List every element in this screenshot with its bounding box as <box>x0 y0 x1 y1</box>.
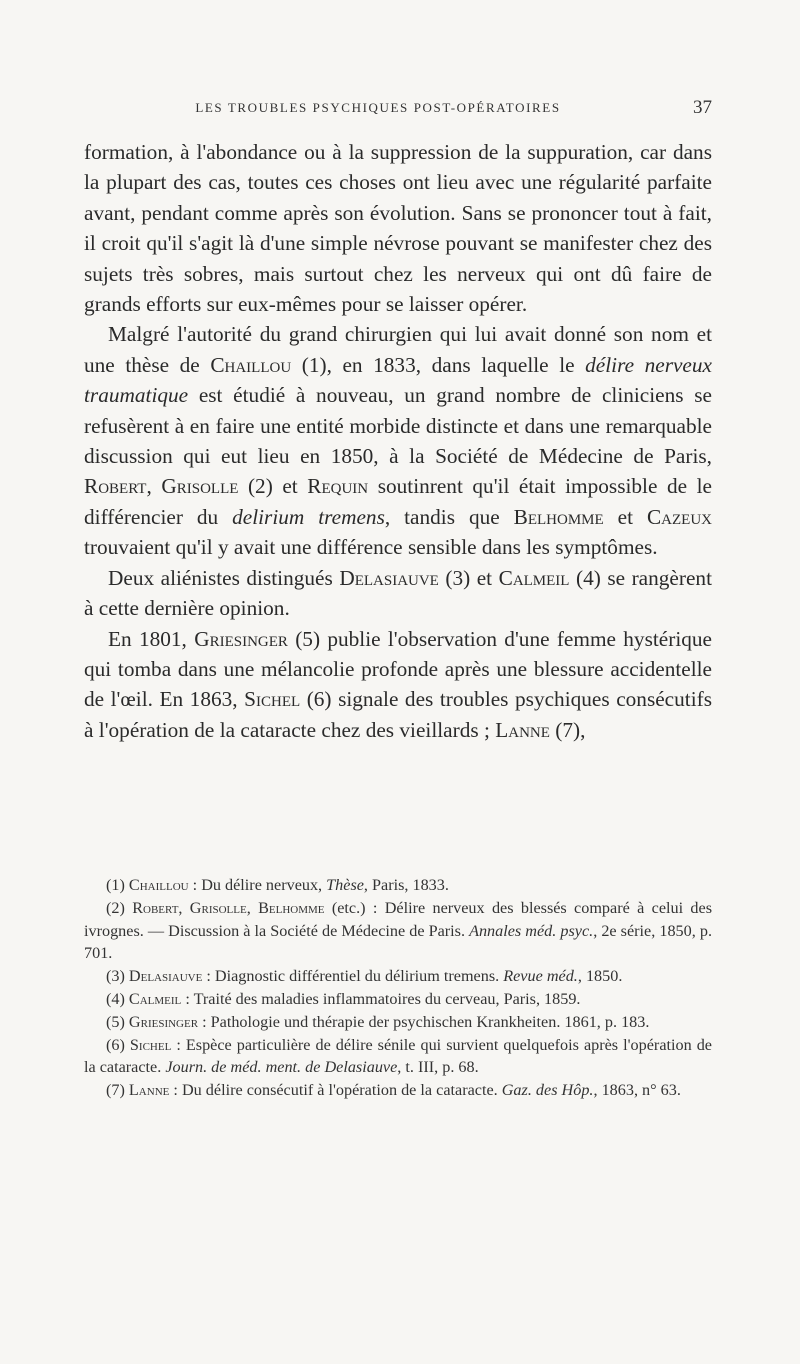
text-run: (3) et <box>438 565 499 590</box>
text-run: Deux aliénistes distingués <box>108 565 340 590</box>
text-run: (4) se rangèrent à cette dernière opinion. <box>84 565 712 621</box>
author-name: Robert <box>84 474 147 499</box>
paragraph-1: formation, à l'abondance ou à la suppression de la suppuration, car dans la plupart des cas, toutes ces choses ont lieu avec une régularité parfaite avant, pendant comme après son évolution. Sans se prononcer tout à fait, il croit qu'il s'agit là d'une simple névrose pouvant se manifester chez des sujets très sobres, mais surtout chez les nerveux qui ont dû faire de grands efforts sur eux-mêmes pour se laisser opérer. <box>84 140 712 317</box>
footnote-author: Calmeil <box>128 989 182 1008</box>
text-run: : Diagnostic différentiel du délirium tremens. <box>202 967 504 986</box>
paragraph-3 <box>84 563 712 624</box>
footnote-5 <box>84 1011 712 1034</box>
footnotes <box>84 874 712 1102</box>
footnote-number: (7) <box>106 1081 129 1100</box>
text-run: , 2e série, 1850, p. 701. <box>84 921 712 963</box>
text-run: et <box>603 504 647 529</box>
footnote-author: Griesinger <box>128 1012 199 1031</box>
author-name: Cazeux <box>646 504 712 529</box>
text-run: , tandis que <box>384 504 514 529</box>
emphasis: delirium tremens <box>232 504 385 529</box>
author-name: Grisolle <box>161 474 239 499</box>
running-title: LES TROUBLES PSYCHIQUES POST-OPÉRATOIRES <box>195 100 561 115</box>
main-text <box>84 137 712 745</box>
footnote-1 <box>84 874 712 897</box>
emphasis: délire nerveux traumatique <box>84 352 712 408</box>
text-run: (6) signale des troubles psychiques consécutifs à l'opération de la cataracte chez des vieillards ; <box>84 687 712 742</box>
footnote-number: (5) <box>106 1012 129 1031</box>
text-run: (7), <box>549 717 586 742</box>
footnote-author: Robert, Grisolle, Belhomme <box>132 898 325 917</box>
footnote-number: (2) <box>106 898 133 917</box>
author-name: Calmeil <box>498 565 570 590</box>
text-run: (etc.) : Délire nerveux des blessés comparé à celui des ivrognes. — Discussion à la Société de Médecine de Paris. <box>84 898 713 940</box>
author-name: Griesinger <box>194 626 288 651</box>
footnote-number: (1) <box>106 876 129 894</box>
footnote-title: Revue méd. <box>503 967 578 986</box>
text-run: , 1863, n° 63. <box>593 1081 681 1100</box>
text-run: : Du délire nerveux, <box>188 876 327 894</box>
text-run: Malgré l'autorité du grand chirurgien qui lui avait donné son nom et une thèse de <box>84 322 712 377</box>
text-run: : Du délire consécutif à l'opération de la cataracte. <box>169 1081 502 1100</box>
text-run: : Pathologie und thérapie der psychischen Krankheiten. 1861, p. 183. <box>198 1012 650 1031</box>
text-run: En 1801, <box>108 626 195 651</box>
footnote-4 <box>84 988 712 1011</box>
text-run: , t. III, p. 68. <box>397 1058 479 1077</box>
footnote-title: Journ. de méd. ment. de Delasiauve <box>165 1058 398 1077</box>
paragraph-2 <box>84 319 712 562</box>
footnote-title: Thèse <box>326 876 364 894</box>
running-head <box>84 97 712 120</box>
author-name: Lanne <box>495 717 550 742</box>
footnote-title: Gaz. des Hôp. <box>501 1081 594 1100</box>
text-run: : Espèce particulière de délire sénile qui survient quelquefois après l'opération de la cataracte. <box>84 1035 712 1077</box>
author-name: Requin <box>307 474 369 499</box>
footnote-author: Sichel <box>129 1035 172 1054</box>
footnote-author: Lanne <box>128 1081 170 1100</box>
footnote-number: (4) <box>106 989 129 1008</box>
text-run: trouvaient qu'il y avait une différence sensible dans les symptômes. <box>84 535 658 560</box>
footnote-3 <box>84 965 712 988</box>
footnote-author: Delasiauve <box>128 967 203 986</box>
footnote-number: (3) <box>106 967 129 986</box>
text-run: , <box>146 474 162 499</box>
author-name: Delasiauve <box>339 565 439 590</box>
footnote-number: (6) <box>106 1035 130 1054</box>
footnote-2 <box>84 897 712 965</box>
text-run: (5) publie l'observation d'une femme hystérique qui tomba dans une mélancolie profonde après une blessure accidentelle de l'œil. En 1863, <box>84 626 712 712</box>
author-name: Sichel <box>244 687 301 712</box>
text-run: , Paris, 1833. <box>363 876 449 894</box>
footnote-7 <box>84 1079 712 1102</box>
footnote-6 <box>84 1034 712 1080</box>
text-run: (2) et <box>238 474 308 499</box>
text-run: : Traité des maladies inflammatoires du cerveau, Paris, 1859. <box>181 989 581 1008</box>
text-run: (1), en 1833, dans laquelle le <box>291 352 586 377</box>
text-run: , 1850. <box>577 967 623 986</box>
author-name: Belhomme <box>513 504 604 529</box>
page-number: 37 <box>693 97 712 118</box>
footnote-title: Annales méd. psyc. <box>469 921 594 940</box>
paragraph-4 <box>84 624 712 746</box>
author-name: Chaillou <box>210 352 292 377</box>
footnote-author: Chaillou <box>128 876 189 894</box>
text-run: est étudié à nouveau, un grand nombre de cliniciens se refusèrent à en faire une entité morbide distincte et dans une remarquable discussion qui eut lieu en 1850, à la Société de Médecine de Paris, <box>84 383 712 469</box>
text-run: soutinrent qu'il était impossible de le différencier du <box>84 474 712 529</box>
